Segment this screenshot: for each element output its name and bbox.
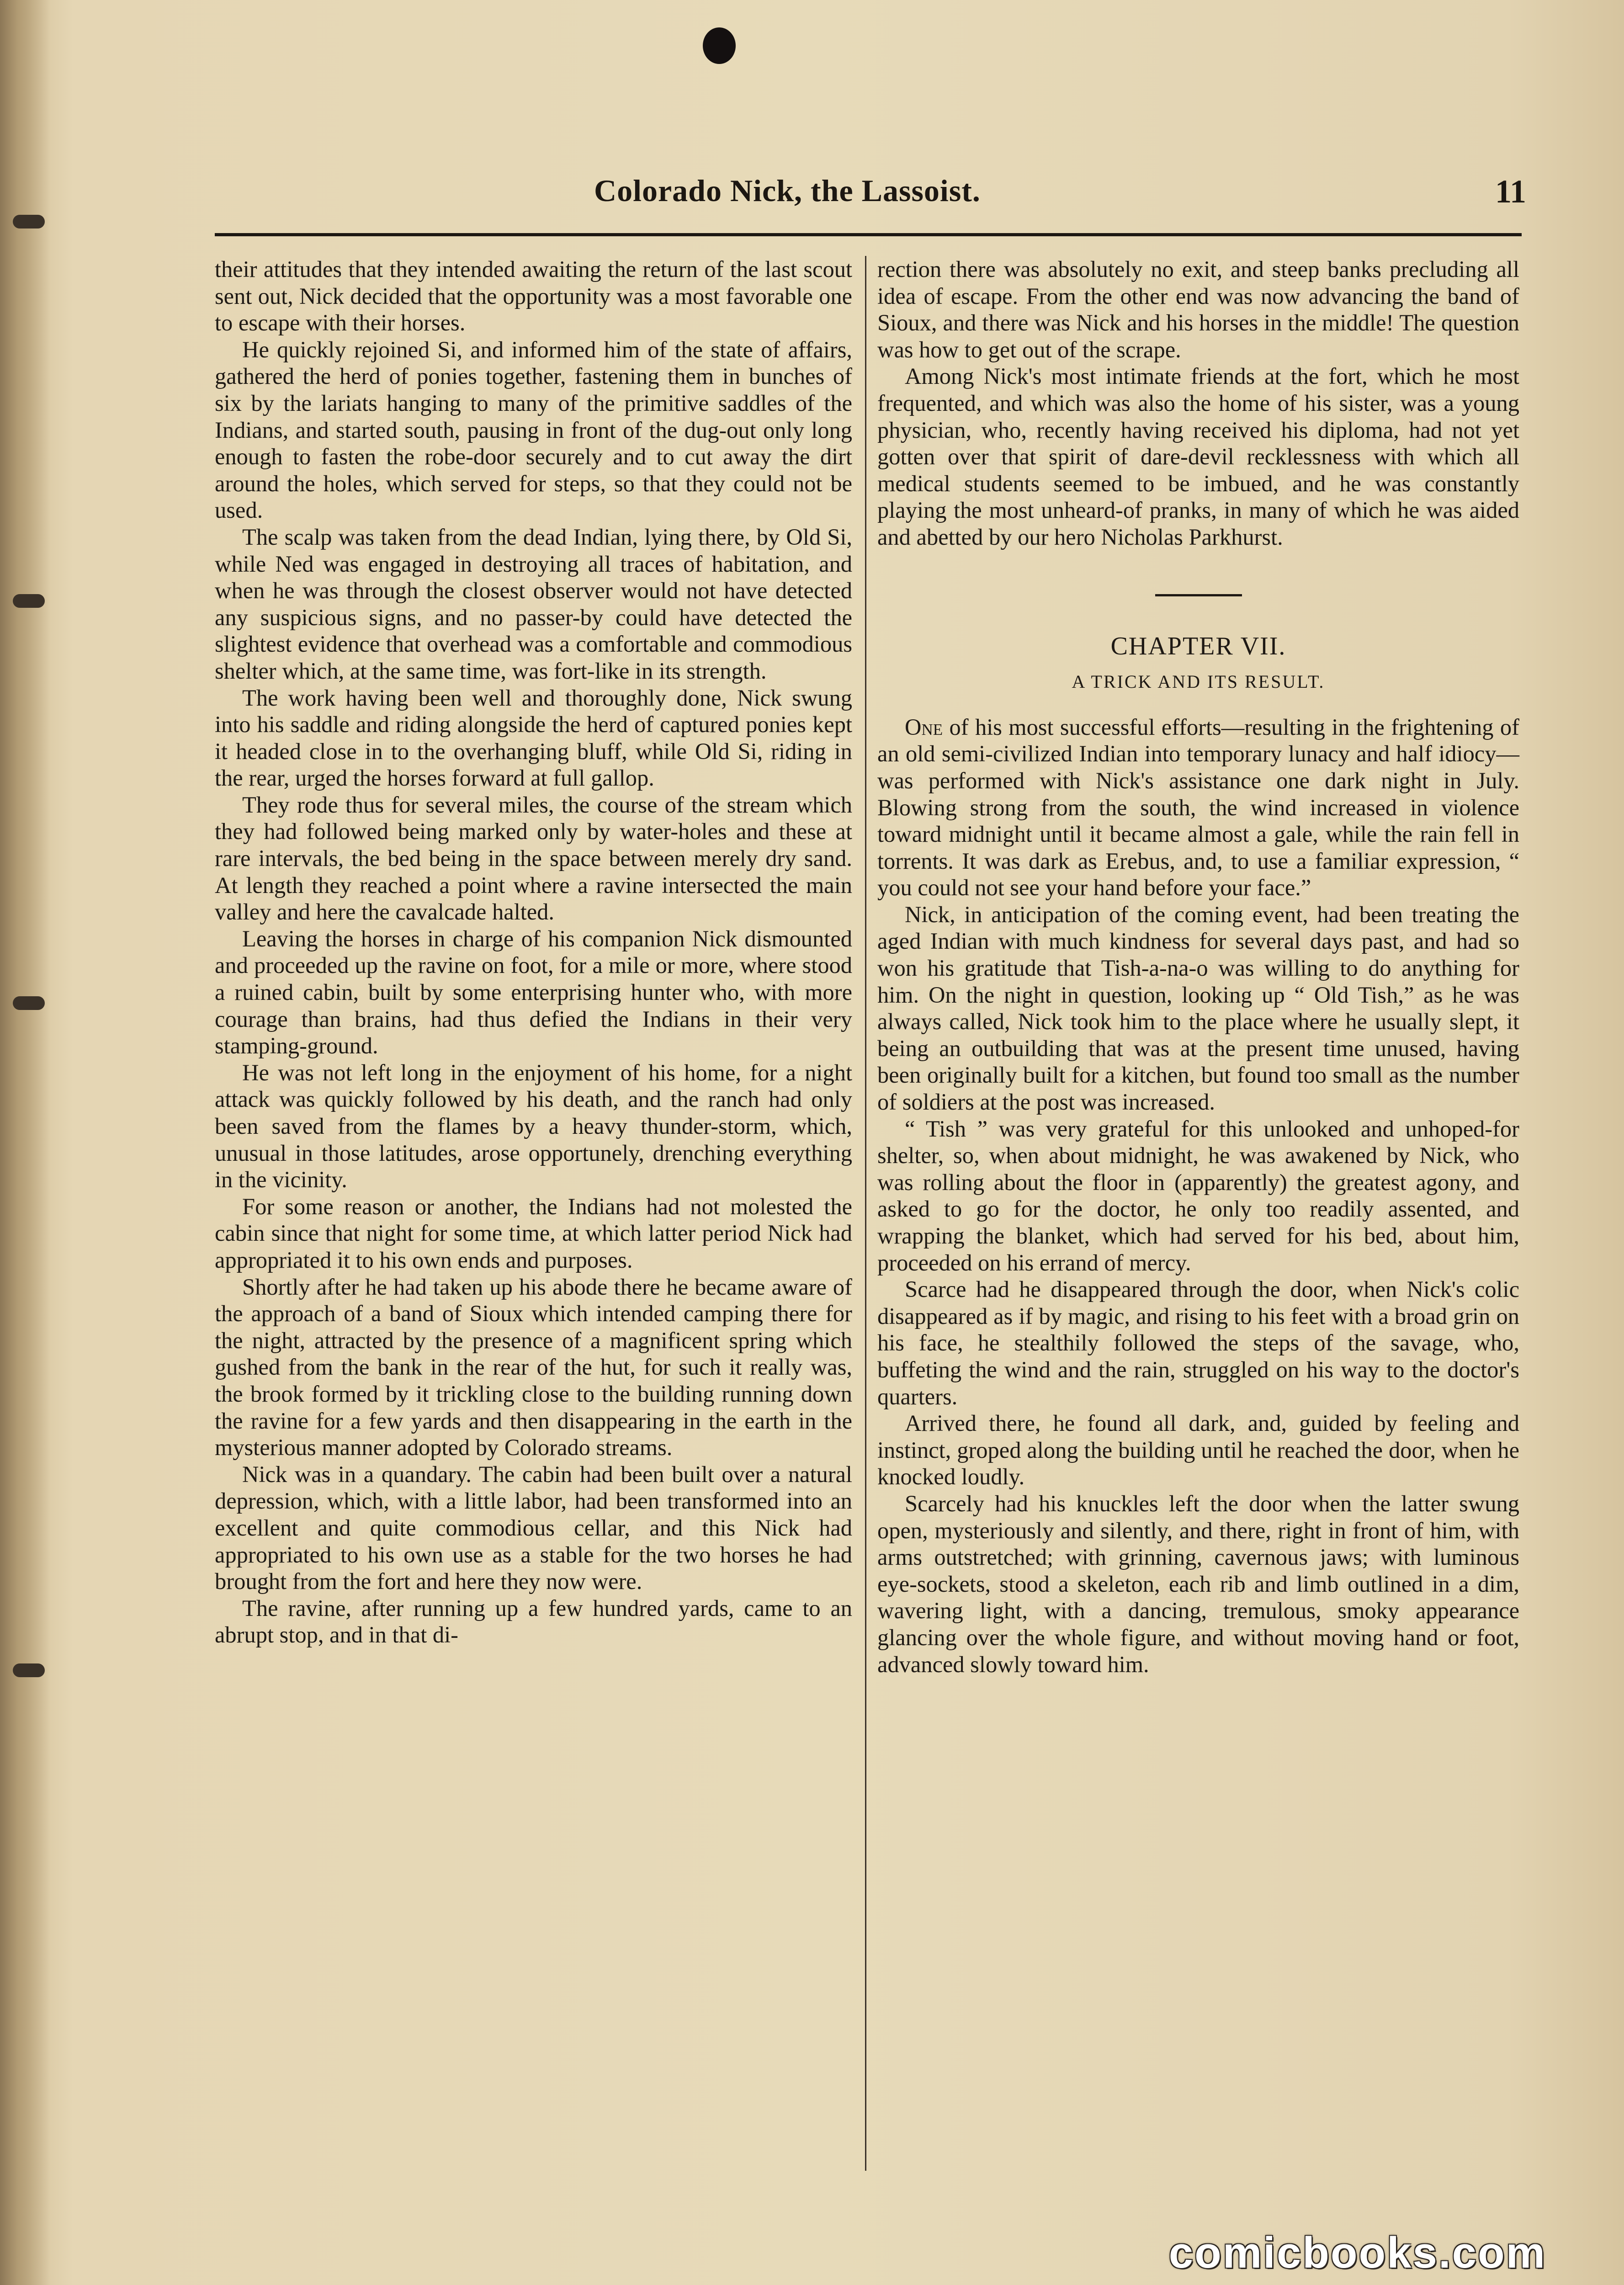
right-column [877,256,1519,1678]
paragraph: He quickly rejoined Si, and informed him of the state of affairs, gathered the herd of ponies together, fastening them in bunches of six by the lariats hanging to many of the primitive saddles of the Indians, and started south, pausing in front of the dug-out only long enough to fasten the robe-door securely and to cut away the dirt around the holes, which served for steps, so that they could not be used. [215,336,852,523]
paragraph [877,714,1519,901]
paragraph: Among Nick's most intimate friends at the fort, which he most frequented, and which was also the home of his sister, was a young physician, who, recently having received his diploma, had not yet gotten over that spirit of dare-devil recklessness with which all medical students seemed to be imbued, and he was constantly playing the most unheard-of pranks, in many of which he was aided and abetted by our hero Nicholas Parkhurst. [877,363,1519,550]
watermark: comicbooks.com [1168,2228,1546,2277]
paragraph: Scarcely had his knuckles left the door when the latter swung open, mysteriously and silently, and there, right in front of him, with arms outstretched; with grinning, cavernous jaws; with luminous eye-sockets, stood a skeleton, each rib and limb outlined in a dim, wavering light, with a dancing, tremulous, smoky appearance glancing over the whole figure, and without moving hand or foot, advanced slowly toward him. [877,1490,1519,1677]
paragraph: their attitudes that they intended awaiting the return of the last scout sent out, Nick decided that the opportunity was a most favorable one to escape with their horses. [215,256,852,336]
paragraph: rection there was absolutely no exit, and steep banks precluding all idea of escape. From the other end was now advancing the band of Sioux, and there was Nick and his horses in the middle! The question was how to get out of the scrape. [877,256,1519,362]
paragraph: He was not left long in the enjoyment of his home, for a night attack was quickly followed by his death, and the ranch had only been saved from the flames by a heavy thunder-storm, which, unusual in those latitudes, arose opportunely, drenching everything in the vicinity. [215,1059,852,1193]
left-column [215,256,852,1648]
paragraph-text: of his most successful efforts—resulting in the frightening of an old semi-civilized Indian into temporary lunacy and half idiocy—was performed with Nick's assistance one dark night in July. Blowing strong from the south, the wind increased in violence toward midnight until it became almost a gale, while the rain fell in torrents. It was dark as Erebus, and, to use a familiar expression, “ you could not see your hand before your face.” [877,714,1519,901]
binding-stitch [13,996,45,1010]
binding-spine [0,0,50,2285]
page-header [594,173,1526,228]
paragraph: They rode thus for several miles, the course of the stream which they had followed being marked only by water-holes and these at rare intervals, the bed being in the space between merely dry sand. At length they reached a point where a ravine intersected the main valley and here the cavalcade halted. [215,792,852,925]
chapter-subtitle: A TRICK AND ITS RESULT. [1072,671,1325,692]
paragraph: Arrived there, he found all dark, and, guided by feeling and instinct, groped along the building until he reached the door, when he knocked loudly. [877,1410,1519,1490]
section-rule [1155,594,1242,596]
punch-hole [703,27,736,64]
running-title: Colorado Nick, the Lassoist. [594,173,981,208]
page-number: 11 [1495,173,1526,210]
paragraph: Shortly after he had taken up his abode there he became aware of the approach of a band of Sioux which intended camping there for the night, attracted by the presence of a magnificent spring which gushed from the bank in the rear of the hut, for such it really was, the brook formed by it trickling close to the building running down the ravine for a few yards and then disappearing in the earth in the mysterious manner adopted by Colorado streams. [215,1274,852,1461]
paragraph: For some reason or another, the Indians had not molested the cabin since that night for some time, at which latter period Nick had appropriated it to his own ends and purposes. [215,1193,852,1273]
lead-word: One [905,714,943,740]
paragraph: The work having been well and thoroughly done, Nick swung into his saddle and riding alongside the herd of captured ponies kept it headed close in to the overhanging bluff, while Old Si, riding in the rear, urged the horses forward at full gallop. [215,685,852,791]
paragraph: The ravine, after running up a few hundred yards, came to an abrupt stop, and in that di- [215,1595,852,1648]
chapter-heading: CHAPTER VII. [1110,632,1286,660]
paragraph: The scalp was taken from the dead Indian, lying there, by Old Si, while Ned was engaged in destroying all traces of habitation, and when he was through the closest observer would not have detected any suspicious signs, and no passer-by could have detected the slightest evidence that overhead was a comfortable and commodious shelter which, at the same time, was fort-like in its strength. [215,524,852,684]
binding-stitch [13,1663,45,1677]
column-divider [865,256,866,2171]
paragraph: Nick, in anticipation of the coming event, had been treating the aged Indian with much kindness for several days past, and had so won his gratitude that Tish-a-na-o was willing to do anything for him. On the night in question, looking up “ Old Tish,” as he was always called, Nick took him to the place where he usually slept, it being an outbuilding that was at the present time unused, having been originally built for a kitchen, but found too small as the number of soldiers at the post was increased. [877,901,1519,1115]
paragraph: Leaving the horses in charge of his companion Nick dismounted and proceeded up the ravine on foot, for a mile or more, where stood a ruined cabin, built by some enterprising hunter who, with more courage than brains, had thus defied the Indians in their very stamping-ground. [215,925,852,1059]
paragraph: Scarce had he disappeared through the door, when Nick's colic disappeared as if by magic, and rising to his feet with a broad grin on his face, he stealthily followed the steps of the savage, who, buffeting the wind and the rain, struggled on his way to the doctor's quarters. [877,1276,1519,1409]
header-rule [215,233,1522,236]
binding-stitch [13,215,45,228]
paragraph: “ Tish ” was very grateful for this unlooked and unhoped-for shelter, so, when about midnight, he was awakened by Nick, who was rolling about the floor in (apparently) the greatest agony, and asked to go for the doctor, he only too readily assented, and wrapping the blanket, which had served for his bed, about him, proceeded on his errand of mercy. [877,1116,1519,1275]
paragraph: Nick was in a quandary. The cabin had been built over a natural depression, which, with a little labor, had been transformed into an excellent and quite commodious cellar, and this Nick had appropriated to his own use as a stable for the two horses he had brought from the fort and here they now were. [215,1461,852,1594]
binding-stitch [13,594,45,608]
